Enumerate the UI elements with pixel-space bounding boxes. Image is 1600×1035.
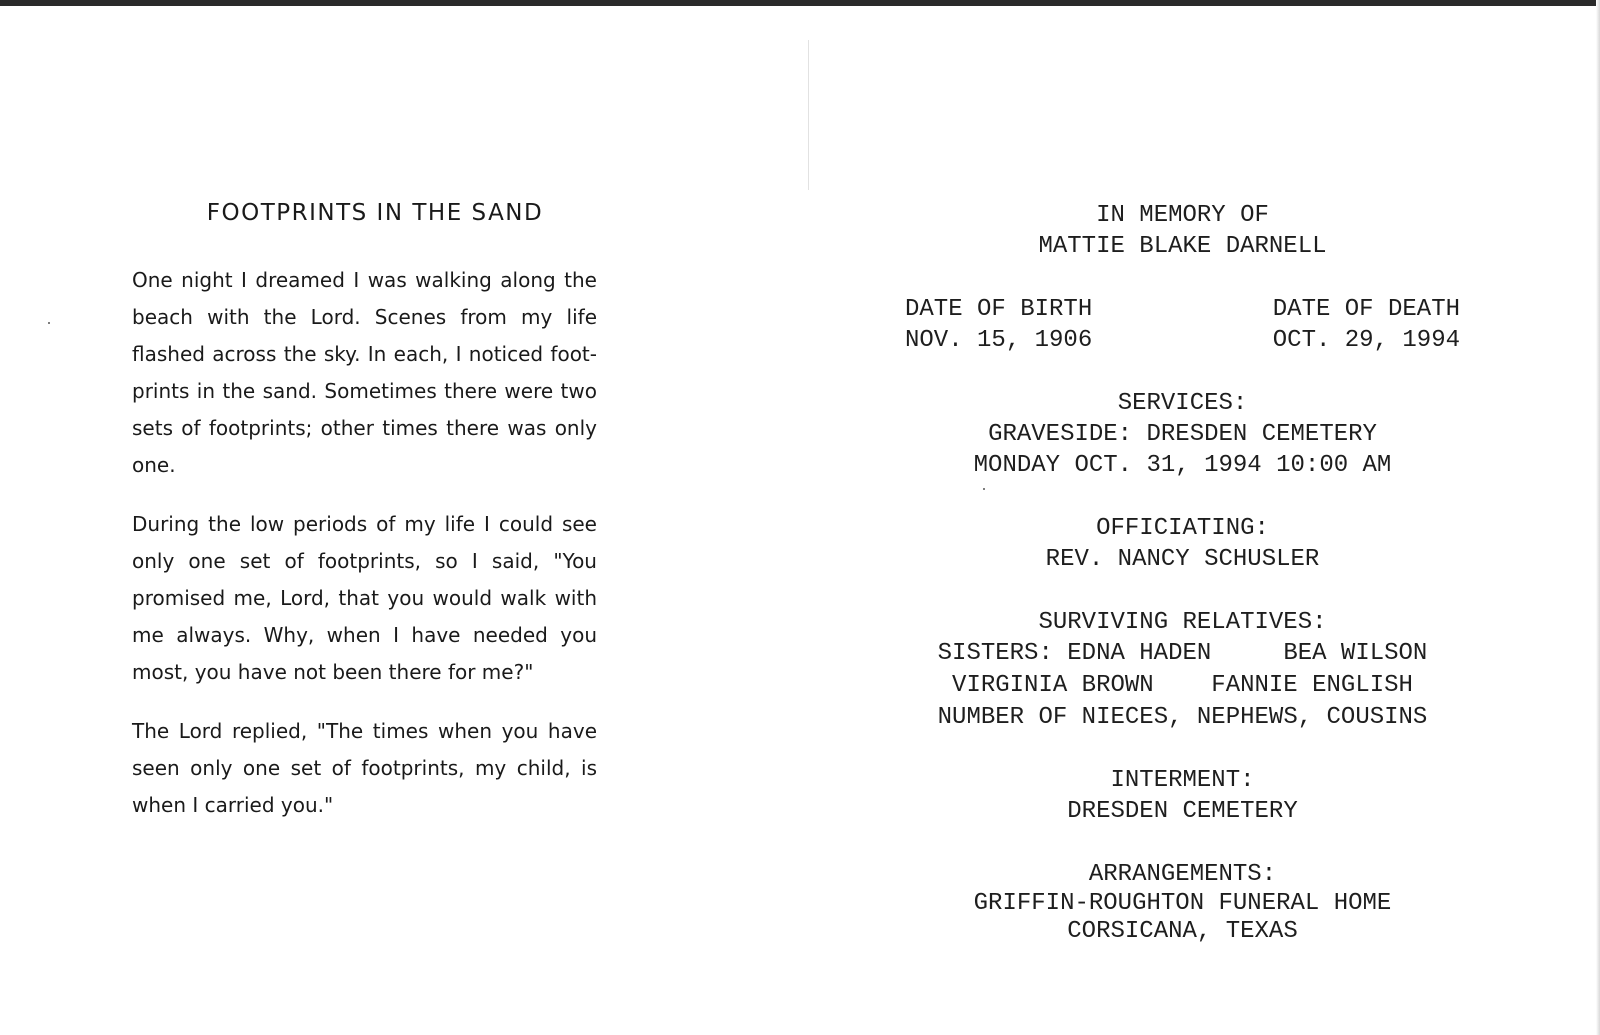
death-label: DATE OF DEATH	[1272, 296, 1460, 323]
services-label: SERVICES:	[1117, 390, 1248, 417]
services-time: MONDAY OCT. 31, 1994 10:00 AM	[973, 452, 1392, 479]
page-fold-line	[808, 40, 809, 190]
memorial-page	[905, 200, 1460, 946]
birth-label: DATE OF BIRTH	[905, 296, 1093, 323]
services-section	[905, 388, 1460, 481]
officiating-label: OFFICIATING:	[1096, 515, 1269, 542]
funeral-home: GRIFFIN-ROUGHTON FUNERAL HOME	[973, 890, 1392, 917]
memory-label: IN MEMORY OF	[1096, 202, 1269, 229]
scan-right-edge	[1596, 0, 1600, 1035]
poem-stanza-1: One night I dreamed I was walking along the beach with the Lord. Scenes from my life flashed across the sky. In each, I noticed foot-prints in the sand. Sometimes there were two sets of footprints; other times there was only one.	[132, 268, 597, 477]
poem-stanza-2: During the low periods of my life I could see only one set of footprints, so I said, "You promised me, Lord, that you would walk with me always. Why, when I have needed you most, you have not been there for me?"	[132, 512, 597, 684]
birth-column	[905, 294, 1092, 356]
sister-name: FANNIE ENGLISH	[1211, 672, 1413, 699]
officiating-section	[905, 513, 1460, 575]
sisters-label: SISTERS:	[937, 640, 1053, 667]
scan-top-edge	[0, 0, 1600, 6]
arrangements-section	[905, 859, 1460, 946]
poem-stanza-3: The Lord replied, "The times when you have seen only one set of footprints, my child, is when I carried you."	[132, 719, 597, 817]
sisters-row-1	[905, 638, 1460, 670]
relatives-section	[905, 607, 1460, 733]
memorial-heading	[905, 200, 1460, 262]
death-column	[1273, 294, 1460, 356]
interment-label: INTERMENT:	[1110, 767, 1255, 794]
speck	[48, 322, 50, 324]
services-place: GRAVESIDE: DRESDEN CEMETERY	[988, 421, 1377, 448]
arrangements-label: ARRANGEMENTS:	[1088, 861, 1277, 888]
sister-name: VIRGINIA BROWN	[952, 672, 1154, 699]
death-date: OCT. 29, 1994	[1272, 327, 1460, 354]
relatives-extra: NUMBER OF NIECES, NEPHEWS, COUSINS	[937, 704, 1428, 731]
officiant-name: REV. NANCY SCHUSLER	[1045, 546, 1320, 573]
birth-date: NOV. 15, 1906	[905, 327, 1093, 354]
interment-place: DRESDEN CEMETERY	[1067, 798, 1298, 825]
sister-name: BEA WILSON	[1283, 640, 1428, 667]
poem-title: FOOTPRINTS IN THE SAND	[206, 200, 544, 226]
deceased-name: MATTIE BLAKE DARNELL	[1038, 233, 1327, 260]
interment-section	[905, 765, 1460, 827]
poem-page	[125, 200, 615, 846]
dates-section	[905, 294, 1460, 356]
sister-name: EDNA HADEN	[1067, 640, 1212, 667]
sisters-row-2	[905, 670, 1460, 702]
relatives-label: SURVIVING RELATIVES:	[1038, 609, 1327, 636]
funeral-city: CORSICANA, TEXAS	[1067, 918, 1298, 945]
